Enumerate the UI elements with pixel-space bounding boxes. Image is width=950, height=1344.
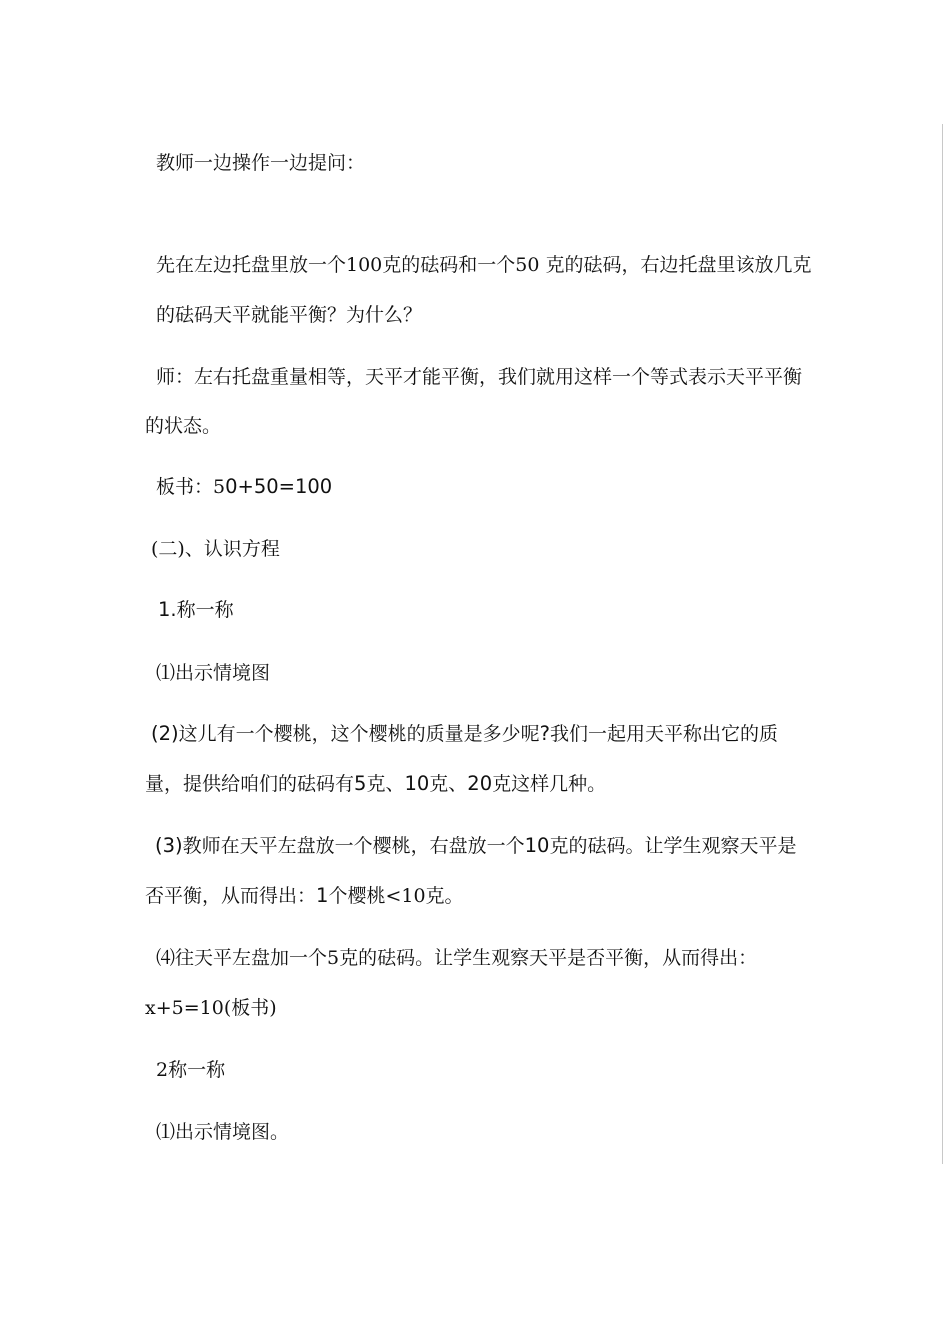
paragraph-question-line2: 的砝码天平就能平衡？为什么？ bbox=[156, 304, 423, 326]
paragraph-question-line1: 先在左边托盘里放一个100克的砝码和一个50 克的砝码，右边托盘里该放几克 bbox=[156, 254, 812, 276]
subsection-weigh-2: 2称一称 bbox=[156, 1059, 226, 1081]
paragraph-teacher-asks: 教师一边操作一边提问： bbox=[156, 152, 366, 174]
item-2-cherry-line2: 量，提供给咱们的砝码有5克、10克、20克这样几种。 bbox=[145, 772, 607, 795]
board-writing-equation: 板书：50+50=100 bbox=[156, 475, 333, 498]
subsection-weigh-1: 1.称一称 bbox=[158, 598, 234, 621]
item-4-add-weight-line1: ⑷往天平左盘加一个5克的砝码。让学生观察天平是否平衡，从而得出： bbox=[156, 947, 758, 969]
item-4-add-weight-line2: x+5=10(板书) bbox=[145, 997, 277, 1019]
item-2-cherry-line1: (2)这儿有一个樱桃，这个樱桃的质量是多少呢?我们一起用天平称出它的质 bbox=[151, 722, 779, 745]
section-heading-recognize-equation: (二)、认识方程 bbox=[151, 538, 280, 560]
item-3-balance-line2: 否平衡，从而得出：1个樱桃<10克。 bbox=[145, 884, 464, 907]
item-1-show-picture: ⑴出示情境图 bbox=[156, 662, 271, 684]
item-3-balance-line1: (3)教师在天平左盘放一个樱桃，右盘放一个10克的砝码。让学生观察天平是 bbox=[155, 834, 797, 857]
paragraph-teacher-explains-line1: 师：左右托盘重量相等，天平才能平衡，我们就用这样一个等式表示天平平衡 bbox=[156, 366, 803, 388]
item-1-show-picture-2: ⑴出示情境图。 bbox=[156, 1121, 290, 1143]
page-edge-divider bbox=[942, 124, 943, 1164]
paragraph-teacher-explains-line2: 的状态。 bbox=[145, 415, 222, 437]
